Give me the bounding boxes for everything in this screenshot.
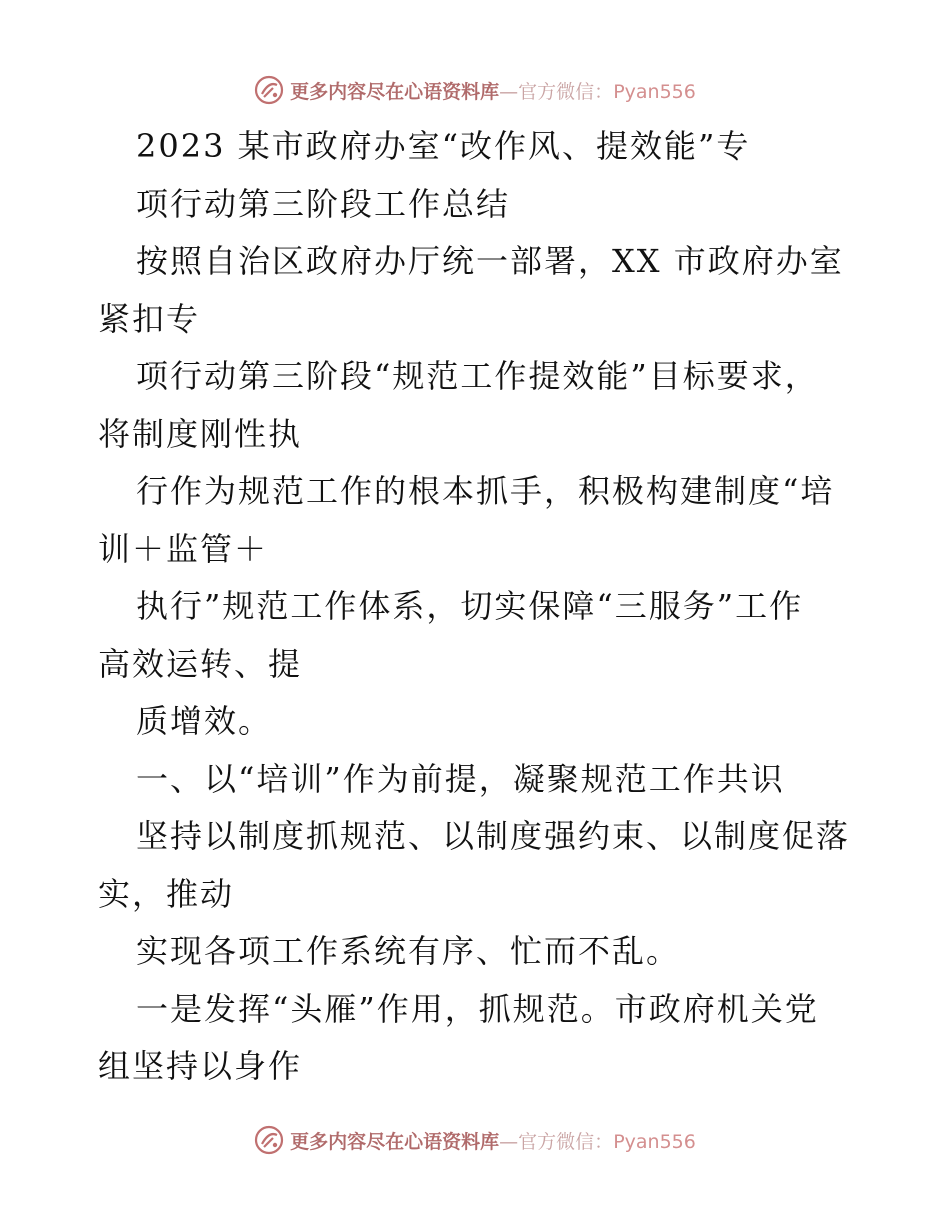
document-body: [98, 118, 858, 1096]
document-line: 执行”规范工作体系，切实保障“三服务”工作: [136, 587, 804, 625]
document-line: 训＋监管＋: [98, 529, 269, 568]
document-line: 按照自治区政府办厅统一部署，XX 市政府办室: [136, 242, 844, 280]
footer-watermark: [0, 1120, 950, 1160]
document-line: 项行动第三阶段“规范工作提效能”目标要求，: [136, 357, 819, 395]
seal-logo-icon: [254, 1125, 284, 1155]
document-line: 将制度刚性执: [98, 414, 303, 453]
document-line: 紧扣专: [98, 299, 201, 338]
watermark-official-label: 官方微信：: [518, 1130, 614, 1153]
document-line: 行作为规范工作的根本抓手，积极构建制度“培: [136, 472, 835, 510]
document-line: 实，推动: [98, 874, 235, 913]
document-line: 2023 某市政府办室“改作风、提效能”专: [136, 127, 751, 165]
document-line: 坚持以制度抓规范、以制度强约束、以制度促落: [136, 817, 851, 855]
header-watermark: [0, 70, 950, 110]
watermark-text: [290, 77, 696, 104]
watermark-official-label: 官方微信：: [518, 80, 614, 103]
document-line: 高效运转、提: [98, 644, 303, 683]
section-heading: 一、以“培训”作为前提，凝聚规范工作共识: [136, 759, 785, 798]
watermark-dash: —: [499, 1130, 519, 1153]
watermark-wechat-id: Pyan556: [613, 80, 696, 103]
watermark-site-name: 更多内容尽在心语资料库: [290, 80, 500, 103]
watermark-site-name: 更多内容尽在心语资料库: [290, 1130, 500, 1153]
document-line: 项行动第三阶段工作总结: [136, 184, 511, 223]
watermark-wechat-id: Pyan556: [613, 1130, 696, 1153]
document-line: 一是发挥“头雁”作用，抓规范。市政府机关党: [136, 989, 819, 1028]
watermark-dash: —: [499, 80, 519, 103]
document-line: 实现各项工作系统有序、忙而不乱。: [136, 932, 681, 970]
seal-logo-icon: [254, 75, 284, 105]
document-line: 组坚持以身作: [98, 1047, 303, 1085]
watermark-text: [290, 1127, 696, 1154]
document-line: 质增效。: [136, 702, 273, 740]
